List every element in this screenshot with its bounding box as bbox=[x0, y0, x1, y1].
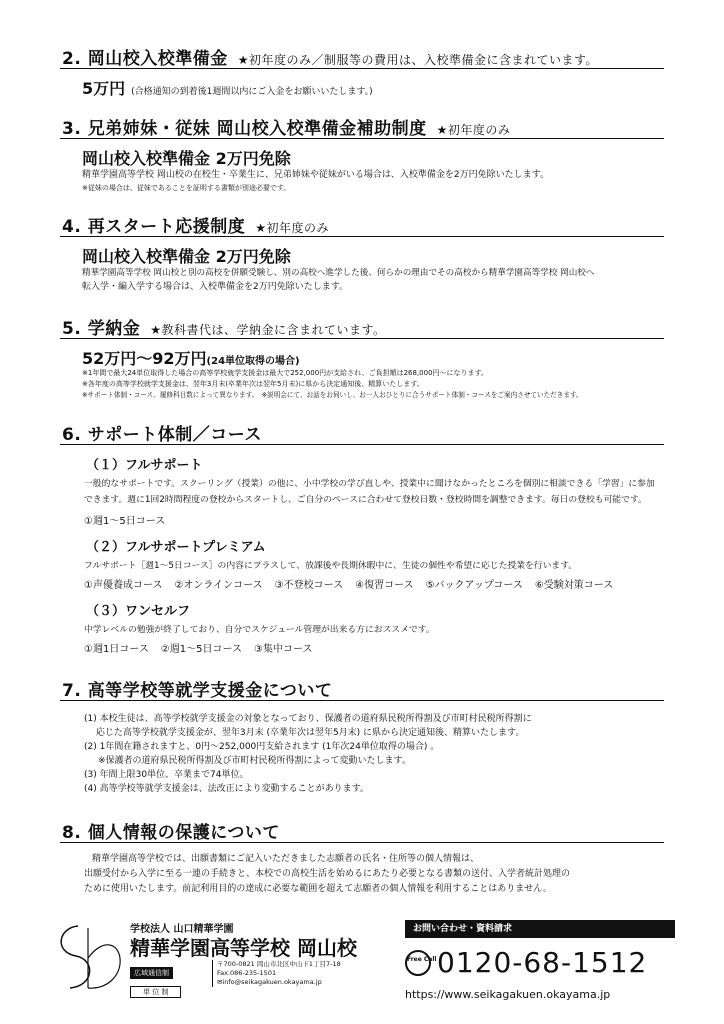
full-support-line1: 一般的なサポートです。スクーリング（授業）の他に、小中学校の学び直しや、授業中に聞けなかったところを個別に相談できる「学習」に参加 bbox=[84, 479, 655, 489]
section-5-heading: 5. 学納金 bbox=[62, 319, 141, 339]
amount-value: 5万円 bbox=[82, 79, 126, 98]
course-item: ③集中コース bbox=[254, 644, 313, 655]
divider bbox=[60, 444, 664, 445]
course-item: ①声優養成コース bbox=[84, 580, 163, 591]
divider bbox=[60, 68, 664, 69]
list-item: 応じた高等学校就学支援金が、翌年3月末 (卒業年次は翌年5月末) に県から決定通知後、精算いたします。 bbox=[84, 728, 525, 738]
email-line bbox=[217, 978, 341, 987]
school-name: 精華学園高等学校 岡山校 bbox=[130, 936, 357, 960]
course-item: ②オンラインコース bbox=[174, 580, 263, 591]
school-corporation: 学校法人 山口精華学園 bbox=[130, 924, 234, 935]
section-3-note-small: ※従妹の場合は、従妹であることを証明する書類が別途必要です。 bbox=[82, 184, 291, 192]
section-2-note: ★初年度のみ／制服等の費用は、入校準備金に含まれています。 bbox=[237, 53, 599, 67]
contact-label: お問い合わせ・資料請求 bbox=[405, 920, 675, 938]
website-link[interactable]: https://www.seikagakuen.okayama.jp bbox=[405, 988, 611, 1001]
full-support-line2: できます。週に1回2時間程度の登校からスタートし、ご自分のペースに合わせて登校日数・登校時間を調整できます。毎日の登校も可能です。 bbox=[84, 495, 647, 505]
address-line: 〒700-0821 岡山市北区中山下1丁目7-18 bbox=[217, 960, 341, 968]
section-3-body: 精華学園高等学校 岡山校の在校生・卒業生に、兄弟姉妹や従妹がいる場合は、入校準備金を2万円免除いたします。 bbox=[82, 170, 549, 180]
tuition-range: 52万円～92万円 bbox=[82, 349, 207, 368]
list-item: (4) 高等学校等就学支援金は、法改正により変動することがあります。 bbox=[84, 784, 369, 794]
privacy-line1: 精華学園高等学校では、出願書類にご記入いただきました志願者の氏名・住所等の個人情報は、 bbox=[92, 854, 480, 864]
full-support-heading: （１）フルサポート bbox=[86, 458, 203, 473]
privacy-line2: 出願受付から入学に至る一連の手続きと、本校での高校生活を始めるにあたり必要となる書類の送付、入学者統計処理の bbox=[84, 869, 571, 879]
full-support-course: ①週1～5日コース bbox=[84, 516, 166, 527]
tag-credit: 単 位 制 bbox=[130, 986, 181, 998]
phone-number[interactable]: 0120-68-1512 bbox=[437, 946, 648, 979]
section-3-heading: 3. 兄弟姉妹・従妹 岡山校入校準備金補助制度 bbox=[62, 119, 427, 139]
divider bbox=[60, 700, 664, 701]
section-3-note: ★初年度のみ bbox=[436, 123, 511, 137]
section-4-body-line2: 転入学・編入学する場合は、入校準備金を2万円免除いたします。 bbox=[82, 282, 349, 292]
list-item: (1) 本校生徒は、高等学校就学支援金の対象となっており、保護者の道府県民税所得割及び市町村民税所得割に bbox=[84, 714, 532, 724]
course-item: ⑤バックアップコース bbox=[425, 580, 523, 591]
section-8-title: 8. 個人情報の保護について bbox=[62, 823, 280, 843]
section-2-title bbox=[62, 44, 598, 69]
section-5-note-2: ※各年度の高等学校就学支援金は、翌年3月末(卒業年次は翌年5月末)に県から決定通知後、精算いたします。 bbox=[82, 380, 424, 388]
oneself-courses bbox=[84, 640, 325, 655]
divider bbox=[60, 842, 664, 843]
list-item-note: ※保護者の道府県民税所得割及び市町村民税所得割によって変動いたします。 bbox=[98, 756, 411, 766]
section-3-title bbox=[62, 114, 510, 139]
course-item: ⑥受験対策コース bbox=[534, 580, 614, 591]
freecall-icon: Free Call bbox=[405, 950, 431, 976]
school-logo bbox=[48, 918, 126, 996]
fax-line: Fax.086-235-1501 bbox=[217, 969, 277, 977]
oneself-heading: （３）ワンセルフ bbox=[86, 604, 191, 619]
section-2-amount bbox=[82, 76, 373, 99]
section-4-body-line1: 精華学園高等学校 岡山校と別の高校を併願受験し、別の高校へ進学した後、何らかの理由でその高校から精華学園高等学校 岡山校へ bbox=[82, 268, 595, 278]
section-4-title bbox=[62, 212, 329, 237]
section-2-heading: 2. 岡山校入校準備金 bbox=[62, 49, 228, 69]
premium-line1: フルサポート［週1～5日コース］の内容にプラスして、放課後や長期休暇中に、生徒の個性や希望に応じた授業を行います。 bbox=[84, 561, 578, 571]
list-item: (2) 1年間在籍されますと、0円～252,000円支給されます (1年次24単位取得の場合) 。 bbox=[84, 742, 440, 752]
premium-courses bbox=[84, 576, 625, 591]
section-5-amount bbox=[82, 346, 300, 369]
section-4-heading: 4. 再スタート応援制度 bbox=[62, 217, 246, 237]
tuition-range-sub: (24単位取得の場合) bbox=[206, 356, 300, 367]
tag-correspondence: 広域通信制 bbox=[130, 967, 173, 979]
divider bbox=[60, 138, 664, 139]
section-3-headline: 岡山校入校準備金 2万円免除 bbox=[82, 149, 291, 168]
privacy-line3: ために使用いたします。前記利用目的の達成に必要な範囲を超えて志願者の個人情報を利用することはありません。 bbox=[84, 884, 552, 894]
section-6-title: 6. サポート体制／コース bbox=[62, 425, 262, 445]
amount-note: (合格通知の到着後1週間以内にご入金をお願いいたします。) bbox=[131, 87, 373, 97]
school-address bbox=[212, 960, 341, 987]
phone-block bbox=[405, 946, 685, 986]
support-fund-list bbox=[84, 712, 532, 796]
course-item: ①週1日コース bbox=[84, 644, 149, 655]
course-item: ④復習コース bbox=[355, 580, 414, 591]
premium-heading: （２）フルサポートプレミアム bbox=[86, 540, 266, 555]
school-tags bbox=[130, 960, 181, 998]
section-7-title: 7. 高等学校等就学支援金について bbox=[62, 681, 333, 701]
oneself-line1: 中学レベルの勉強が終了しており、自分でスケジュール管理が出来る方におススメです。 bbox=[84, 625, 435, 635]
section-5-title bbox=[62, 314, 386, 339]
section-5-note: ★教科書代は、学納金に含まれています。 bbox=[150, 323, 386, 337]
divider bbox=[60, 338, 664, 339]
section-4-note: ★初年度のみ bbox=[255, 221, 329, 235]
divider bbox=[60, 236, 664, 237]
course-item: ③不登校コース bbox=[274, 580, 344, 591]
section-5-note-3: ※サポート体制・コース、履修科目数によって異なります。 ※説明会にて、お話をお伺いし、お一人おひとりに合うサポート体制・コースをご案内させていただきます。 bbox=[82, 391, 583, 399]
mail-icon: ✉ bbox=[217, 978, 223, 986]
email-text: info@seikagakuen.okayama.jp bbox=[222, 978, 322, 986]
course-item: ②週1～5日コース bbox=[160, 644, 243, 655]
list-item: (3) 年間上限30単位、卒業まで74単位。 bbox=[84, 770, 249, 780]
section-4-headline: 岡山校入校準備金 2万円免除 bbox=[82, 247, 291, 266]
section-5-note-1: ※1年間で最大24単位取得した場合の高等学校就学支援金は最大で252,000円が支給され、ご負担額は268,000円～になります。 bbox=[82, 369, 488, 377]
